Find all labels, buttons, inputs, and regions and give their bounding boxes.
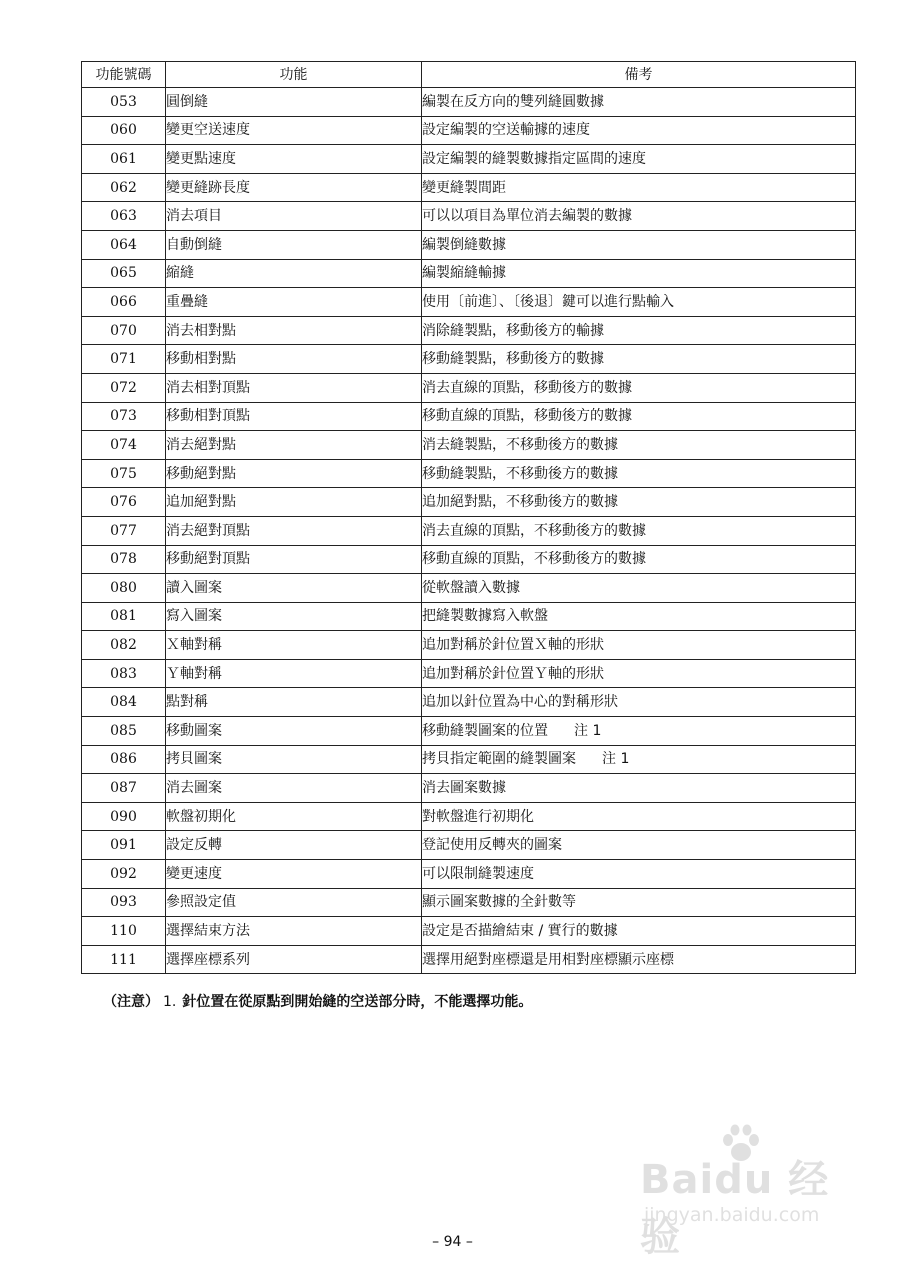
function-name: Ｙ軸對稱 — [166, 659, 422, 688]
table-row — [82, 745, 856, 774]
remark-text: 登記使用反轉夾的圖案 — [422, 837, 562, 854]
function-code: 076 — [82, 488, 166, 517]
function-table — [81, 61, 856, 974]
function-name: 變更空送速度 — [166, 116, 422, 145]
remark-text: 移動直線的頂點，移動後方的數據 — [422, 408, 632, 425]
function-code: 075 — [82, 459, 166, 488]
table-row — [82, 688, 856, 717]
footnote — [103, 991, 532, 1011]
function-name: 設定反轉 — [166, 831, 422, 860]
remark-text: 追加絕對點，不移動後方的數據 — [422, 494, 618, 511]
function-code: 082 — [82, 631, 166, 660]
table-row — [82, 717, 856, 746]
function-remark — [422, 860, 856, 889]
function-code: 086 — [82, 745, 166, 774]
remark-text: 消除縫製點，移動後方的輸據 — [422, 322, 604, 339]
function-name: 圓倒縫 — [166, 88, 422, 117]
function-remark — [422, 745, 856, 774]
function-code: 061 — [82, 145, 166, 174]
function-name: 縮縫 — [166, 259, 422, 288]
function-remark — [422, 774, 856, 803]
remark-text: 使用〔前進〕、〔後退〕鍵可以進行點輸入 — [422, 293, 674, 310]
function-remark — [422, 488, 856, 517]
function-name: 變更縫跡長度 — [166, 173, 422, 202]
function-name: 點對稱 — [166, 688, 422, 717]
function-code: 060 — [82, 116, 166, 145]
function-name: 選擇座標系列 — [166, 945, 422, 974]
function-remark — [422, 316, 856, 345]
footnote-number: 1. — [163, 994, 177, 1010]
footnote-label: （注意） — [103, 994, 159, 1010]
function-name: 消去相對點 — [166, 316, 422, 345]
watermark-logo: Baidu 经验 — [640, 1157, 830, 1260]
remark-text: 選擇用絕對座標還是用相對座標顯示座標 — [422, 951, 674, 968]
remark-text: 可以以項目為單位消去編製的數據 — [422, 208, 632, 225]
function-code: 090 — [82, 802, 166, 831]
function-remark — [422, 88, 856, 117]
table-row — [82, 173, 856, 202]
function-remark — [422, 831, 856, 860]
function-name: 消去圖案 — [166, 774, 422, 803]
function-remark — [422, 631, 856, 660]
function-remark — [422, 259, 856, 288]
table-row — [82, 459, 856, 488]
function-code: 080 — [82, 574, 166, 603]
remark-text: 編製倒縫數據 — [422, 236, 506, 253]
function-remark — [422, 688, 856, 717]
function-name: 變更點速度 — [166, 145, 422, 174]
function-remark — [422, 802, 856, 831]
function-name: 移動絕對頂點 — [166, 545, 422, 574]
remark-text: 拷貝指定範圍的縫製圖案 — [422, 751, 576, 768]
table-row — [82, 888, 856, 917]
function-remark — [422, 888, 856, 917]
table-row — [82, 545, 856, 574]
remark-note-ref: 注 1 — [574, 722, 602, 739]
function-remark — [422, 202, 856, 231]
remark-text: 顯示圖案數據的全針數等 — [422, 894, 576, 911]
remark-text: 可以限制縫製速度 — [422, 865, 534, 882]
function-code: 063 — [82, 202, 166, 231]
function-remark — [422, 173, 856, 202]
footnote-text: 針位置在從原點到開始縫的空送部分時，不能選擇功能。 — [182, 994, 533, 1010]
function-name: 變更速度 — [166, 860, 422, 889]
table-body — [82, 88, 856, 974]
function-name: 寫入圖案 — [166, 602, 422, 631]
function-name: 參照設定值 — [166, 888, 422, 917]
function-code: 084 — [82, 688, 166, 717]
remark-text: 移動縫製點，不移動後方的數據 — [422, 465, 618, 482]
function-code: 073 — [82, 402, 166, 431]
function-remark — [422, 431, 856, 460]
watermark-url: jingyan.baidu.com — [644, 1204, 820, 1226]
function-remark — [422, 917, 856, 946]
remark-note-ref: 注 1 — [602, 751, 630, 768]
function-name: 消去相對頂點 — [166, 373, 422, 402]
table-row — [82, 574, 856, 603]
function-remark — [422, 659, 856, 688]
remark-text: 變更縫製間距 — [422, 179, 506, 196]
table-row — [82, 402, 856, 431]
function-code: 091 — [82, 831, 166, 860]
function-remark — [422, 516, 856, 545]
function-code: 053 — [82, 88, 166, 117]
table-row — [82, 802, 856, 831]
remark-text: 編製縮縫輸據 — [422, 265, 506, 282]
function-code: 083 — [82, 659, 166, 688]
table-row — [82, 288, 856, 317]
remark-text: 對軟盤進行初期化 — [422, 808, 534, 825]
table-row — [82, 659, 856, 688]
table-row — [82, 259, 856, 288]
function-code: 085 — [82, 717, 166, 746]
table-row — [82, 316, 856, 345]
remark-text: 消去直線的頂點，不移動後方的數據 — [422, 522, 646, 539]
function-code: 093 — [82, 888, 166, 917]
function-code: 065 — [82, 259, 166, 288]
remark-text: 消去縫製點，不移動後方的數據 — [422, 436, 618, 453]
function-remark — [422, 717, 856, 746]
function-code: 111 — [82, 945, 166, 974]
function-remark — [422, 116, 856, 145]
function-code: 070 — [82, 316, 166, 345]
function-remark — [422, 545, 856, 574]
function-name: 自動倒縫 — [166, 230, 422, 259]
table-row — [82, 945, 856, 974]
table-row — [82, 230, 856, 259]
remark-text: 移動縫製點，移動後方的數據 — [422, 351, 604, 368]
remark-text: 消去直線的頂點，移動後方的數據 — [422, 379, 632, 396]
remark-text: 把縫製數據寫入軟盤 — [422, 608, 548, 625]
function-name: 移動絕對點 — [166, 459, 422, 488]
function-remark — [422, 574, 856, 603]
table-row — [82, 431, 856, 460]
function-code: 078 — [82, 545, 166, 574]
remark-text: 編製在反方向的雙列縫圓數據 — [422, 93, 604, 110]
function-name: 移動相對頂點 — [166, 402, 422, 431]
function-remark — [422, 945, 856, 974]
function-name: 消去項目 — [166, 202, 422, 231]
function-code: 071 — [82, 345, 166, 374]
function-name: Ｘ軸對稱 — [166, 631, 422, 660]
function-name: 追加絕對點 — [166, 488, 422, 517]
table-row — [82, 831, 856, 860]
baidu-watermark — [640, 1148, 860, 1260]
function-code: 062 — [82, 173, 166, 202]
function-code: 077 — [82, 516, 166, 545]
function-remark — [422, 459, 856, 488]
table-row — [82, 202, 856, 231]
function-code: 092 — [82, 860, 166, 889]
page-number: – 94 – — [432, 1234, 473, 1250]
function-code: 081 — [82, 602, 166, 631]
function-remark — [422, 230, 856, 259]
function-name: 讀入圖案 — [166, 574, 422, 603]
function-remark — [422, 373, 856, 402]
function-code: 072 — [82, 373, 166, 402]
remark-text: 從軟盤讀入數據 — [422, 579, 520, 596]
remark-text: 追加對稱於針位置Ｙ軸的形狀 — [422, 665, 604, 682]
function-remark — [422, 602, 856, 631]
header-remark: 備考 — [422, 62, 856, 88]
function-name: 選擇結束方法 — [166, 917, 422, 946]
table-row — [82, 116, 856, 145]
function-name: 移動圖案 — [166, 717, 422, 746]
remark-text: 設定編製的空送輸據的速度 — [422, 122, 590, 139]
table-row — [82, 488, 856, 517]
function-name: 消去絕對頂點 — [166, 516, 422, 545]
table-row — [82, 145, 856, 174]
function-remark — [422, 345, 856, 374]
remark-text: 移動縫製圖案的位置 — [422, 722, 548, 739]
table-row — [82, 860, 856, 889]
remark-text: 追加以針位置為中心的對稱形狀 — [422, 694, 618, 711]
table-row — [82, 373, 856, 402]
function-remark — [422, 288, 856, 317]
function-code: 064 — [82, 230, 166, 259]
function-code: 066 — [82, 288, 166, 317]
function-remark — [422, 402, 856, 431]
table-row — [82, 345, 856, 374]
header-function: 功能 — [166, 62, 422, 88]
function-remark — [422, 145, 856, 174]
header-code: 功能號碼 — [82, 62, 166, 88]
table-row — [82, 917, 856, 946]
table-row — [82, 602, 856, 631]
remark-text: 設定編製的縫製數據指定區間的速度 — [422, 150, 646, 167]
function-code: 087 — [82, 774, 166, 803]
table-row — [82, 631, 856, 660]
remark-text: 消去圖案數據 — [422, 780, 506, 797]
function-name: 重疊縫 — [166, 288, 422, 317]
function-name: 消去絕對點 — [166, 431, 422, 460]
table-row — [82, 516, 856, 545]
table-row — [82, 774, 856, 803]
remark-text: 移動直線的頂點，不移動後方的數據 — [422, 551, 646, 568]
table-header-row — [82, 62, 856, 88]
function-code: 074 — [82, 431, 166, 460]
function-name: 移動相對點 — [166, 345, 422, 374]
function-name: 軟盤初期化 — [166, 802, 422, 831]
remark-text: 追加對稱於針位置Ｘ軸的形狀 — [422, 637, 604, 654]
function-name: 拷貝圖案 — [166, 745, 422, 774]
table-row — [82, 88, 856, 117]
function-code: 110 — [82, 917, 166, 946]
remark-text: 設定是否描繪結束 / 實行的數據 — [422, 923, 618, 940]
